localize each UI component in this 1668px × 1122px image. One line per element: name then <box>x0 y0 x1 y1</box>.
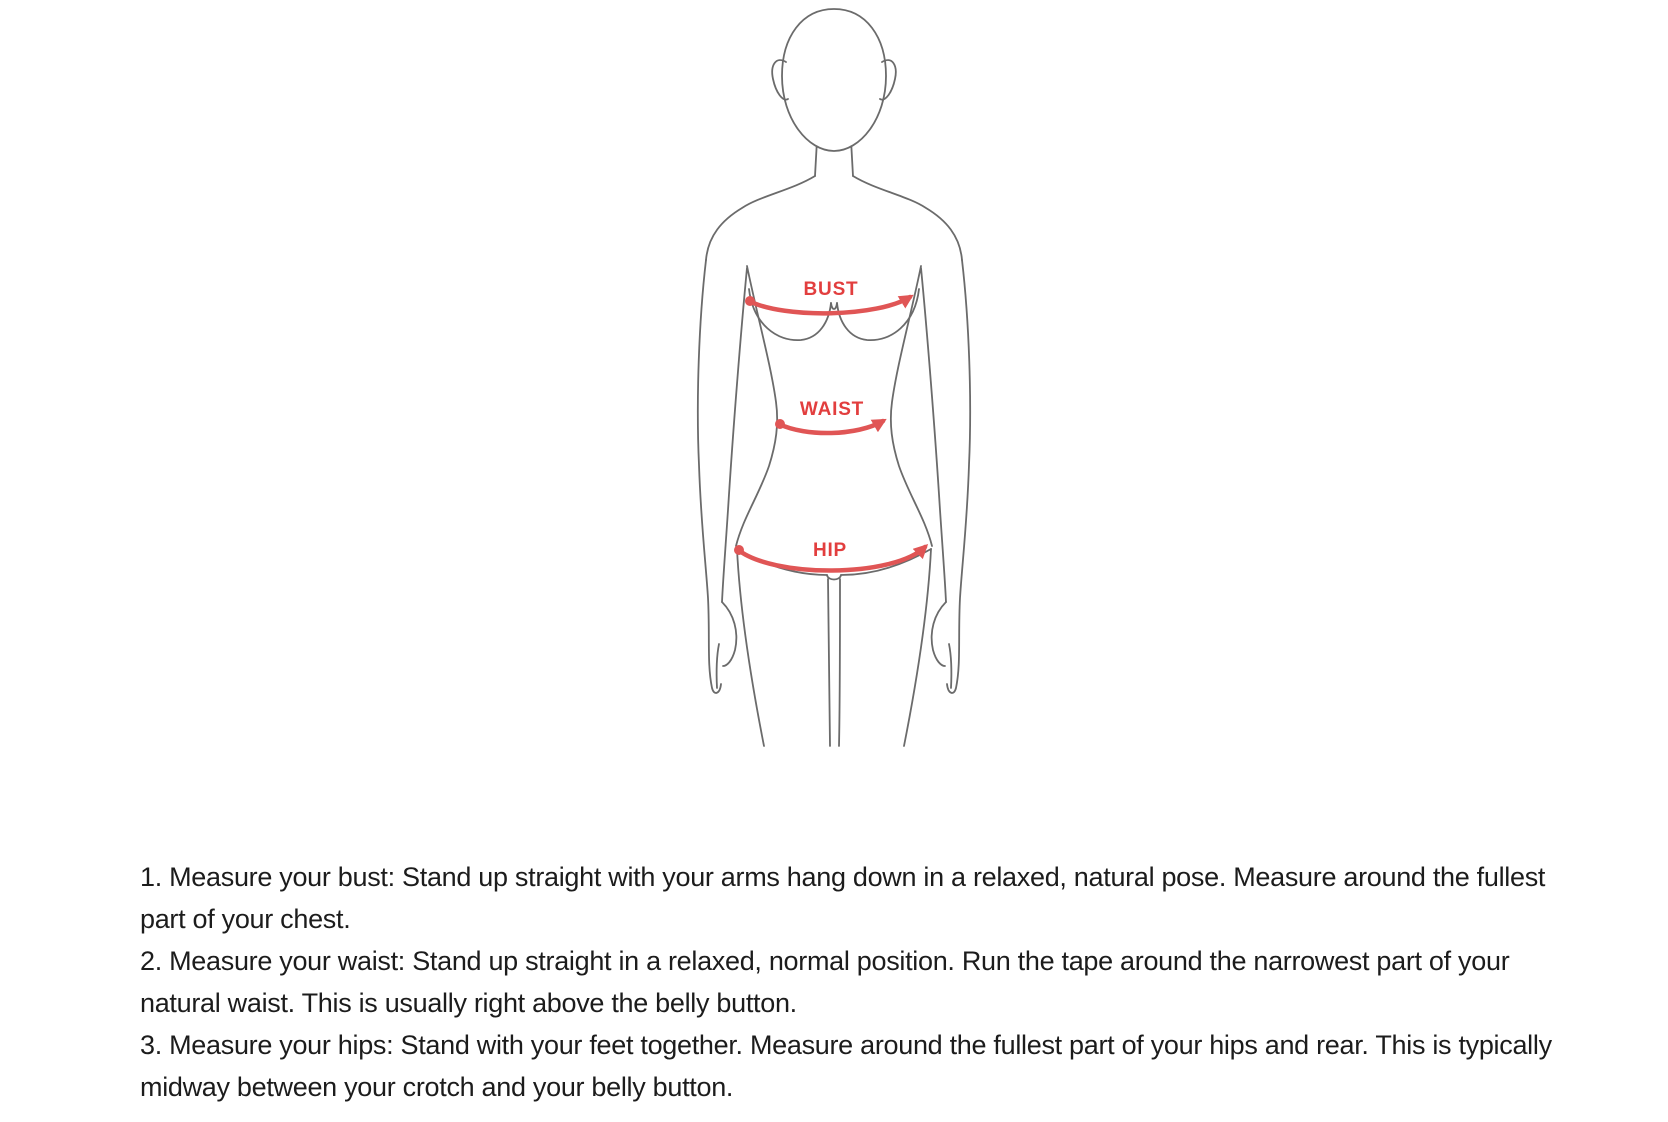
left-arm-outer-line <box>698 260 721 693</box>
bust-center-curve <box>831 303 837 309</box>
instruction-line: 2. Measure your waist: Stand up straight in a relaxed, normal position. Run the tape around the narrowest part of your <box>140 946 1510 976</box>
body-measurement-diagram <box>640 0 1030 760</box>
waist-line-dot <box>775 419 785 429</box>
right-arm-outer-line <box>947 260 970 693</box>
measurement-labels <box>800 279 864 561</box>
right-thumb-line <box>932 602 946 666</box>
measurement-lines <box>737 297 925 571</box>
right-leg-outer-line <box>904 549 931 746</box>
instruction-line: 1. Measure your bust: Stand up straight with your arms hang down in a relaxed, natural pose. Measure around the fullest <box>140 862 1546 892</box>
right-torso-line <box>891 266 932 546</box>
left-shoulder-line <box>706 176 815 260</box>
left-leg-outer-line <box>737 549 764 746</box>
right-inner-leg-line <box>839 579 840 746</box>
instruction-line: 3. Measure your hips: Stand with your feet together. Measure around the fullest part of your hips and rear. This is typically <box>140 1030 1552 1060</box>
left-inner-leg-line <box>828 579 830 746</box>
right-finger-line <box>949 644 951 688</box>
waist-label: WAIST <box>799 399 865 420</box>
measurement-instructions <box>140 856 1552 1108</box>
waist-measure-line <box>779 421 883 433</box>
instruction-step-hips <box>140 1024 1552 1108</box>
head-outline <box>782 9 886 151</box>
crotch-curve <box>827 575 841 580</box>
body-outline <box>698 9 970 746</box>
bust-line-dot <box>745 296 755 306</box>
bust-label: BUST <box>803 279 859 300</box>
instruction-step-waist <box>140 940 1552 1024</box>
hip-line-dot <box>734 545 744 555</box>
instruction-line: natural waist. This is usually right above the belly button. <box>140 988 797 1018</box>
instruction-step-bust <box>140 856 1552 940</box>
hip-label: HIP <box>812 540 848 561</box>
right-shoulder-line <box>853 176 962 260</box>
instruction-line: midway between your crotch and your belly button. <box>140 1072 734 1102</box>
instruction-line: part of your chest. <box>140 904 351 934</box>
left-finger-line <box>717 644 719 688</box>
left-thumb-line <box>722 602 736 666</box>
